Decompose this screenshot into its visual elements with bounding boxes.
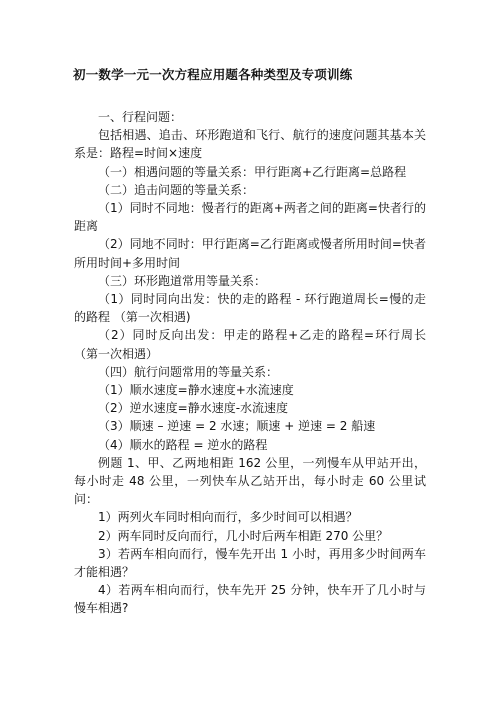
document-title: 初一数学一元一次方程应用题各种类型及专项训练	[73, 67, 353, 82]
paragraph-meeting: （一）相遇问题的等量关系：甲行距离+乙行距离=总路程	[98, 164, 407, 179]
paragraph-boat-heading: （四）航行问题常用的等量关系：	[98, 364, 279, 379]
question-3: 3）若两车相向而行，慢车先开出 1 小时，再用多少时间两车才能相遇？	[74, 546, 426, 580]
paragraph-intro: 包括相遇、追击、环形跑道和飞行、航行的速度问题其基本关系是：路程=时间×速度	[74, 128, 426, 161]
question-4: 4）若两车相向而行，快车先开 25 分钟，快车开了几小时与慢车相遇?	[74, 583, 426, 616]
example-1: 例题 1、甲、乙两地相距 162 公里，一列慢车从甲站开出，每小时走 48 公里，一列快车从乙站开出，每小时走 60 公里试问：	[74, 455, 426, 507]
paragraph-boat-3: （3）顺速 – 逆速 = 2 水速；顺速 + 逆速 = 2 船速	[98, 419, 376, 434]
paragraph-chase-2: （2）同地不同时：甲行距离=乙行距离或慢者所用时间=快者所用时间+多用时间	[74, 237, 426, 270]
paragraph-track-1: （1）同时同向出发：快的走的路程 - 环行跑道周长=慢的走的路程 （第一次相遇)	[74, 292, 426, 325]
paragraph-track-heading: （三）环形跑道常用等量关系：	[98, 273, 267, 288]
paragraph-boat-4: （4）顺水的路程 = 逆水的路程	[98, 437, 268, 452]
question-1: 1）两列火车同时相向而行，多少时间可以相遇？	[98, 510, 358, 525]
paragraph-boat-1: （1）顺水速度=静水速度+水流速度	[98, 383, 294, 398]
question-2: 2）两车同时反向而行，几小时后两车相距 270 公里？	[98, 528, 389, 543]
paragraph-track-2: （2）同时反向出发：甲走的路程+乙走的路程=环行周长 （第一次相遇）	[74, 328, 426, 361]
section-heading-travel: 一、行程问题：	[98, 110, 183, 124]
document-body	[74, 108, 426, 618]
paragraph-boat-2: （2）逆水速度=静水速度-水流速度	[98, 401, 289, 416]
paragraph-chase-heading: （二）追击问题的等量关系：	[98, 182, 255, 197]
paragraph-chase-1: （1）同时不同地：慢者行的距离+两者之间的距离=快者行的距离	[74, 201, 426, 234]
